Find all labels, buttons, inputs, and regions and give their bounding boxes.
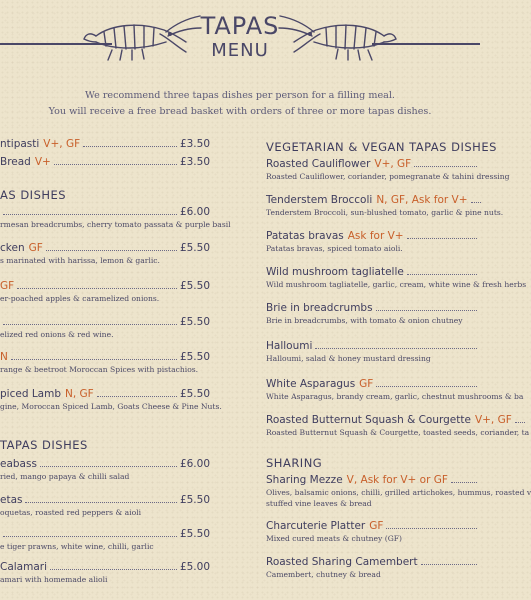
menu-item-name: Roasted Butternut Squash & Courgette	[266, 414, 471, 426]
menu-item-description: White Asparagus, brandy cream, garlic, chestnut mushrooms & ba	[266, 392, 524, 401]
menu-item	[266, 266, 527, 289]
menu-item	[266, 556, 480, 579]
menu-item-header	[266, 474, 480, 486]
menu-item-price: £5.50	[179, 388, 210, 400]
menu-item	[0, 316, 210, 339]
dotted-leader	[421, 564, 477, 565]
dietary-tag: V+, GF	[474, 414, 512, 426]
menu-item-description: Olives, balsamic onions, chilli, grilled artichokes, hummus, roasted v	[266, 488, 531, 497]
dotted-leader	[376, 310, 477, 311]
dotted-leader	[407, 274, 477, 275]
dotted-leader	[315, 348, 477, 349]
dietary-tag: GF	[369, 520, 384, 532]
dietary-tag: V+	[34, 156, 51, 168]
menu-item-header	[0, 316, 210, 328]
menu-item-price: £5.50	[179, 351, 210, 363]
menu-item-description: oquetas, roasted red peppers & aioli	[0, 508, 142, 517]
menu-title: TAPAS	[200, 12, 280, 40]
dotted-leader	[11, 359, 177, 360]
menu-item-header	[0, 138, 210, 150]
dietary-tag: N, GF, Ask for V+	[376, 194, 468, 206]
menu-item	[266, 414, 530, 437]
section-heading: SHARING	[266, 456, 323, 470]
menu-item-price: £6.00	[179, 206, 210, 218]
dotted-leader	[50, 569, 177, 570]
menu-item-price: £5.50	[179, 528, 210, 540]
menu-item-header	[0, 388, 210, 400]
menu-item-name: Halloumi	[266, 340, 313, 352]
menu-subtitle: MENU	[211, 40, 269, 61]
menu-item-name: Roasted Cauliflower	[266, 158, 371, 170]
dotted-leader	[515, 422, 525, 423]
menu-item-description: Wild mushroom tagliatelle, garlic, cream, white wine & fresh herbs	[266, 280, 527, 289]
menu-item-header	[0, 351, 210, 363]
menu-item-description: Halloumi, salad & honey mustard dressing	[266, 354, 431, 363]
menu-item	[266, 474, 531, 508]
dotted-leader	[471, 202, 481, 203]
dotted-leader	[376, 386, 477, 387]
dietary-tag: V+, GF	[374, 158, 412, 170]
menu-item-description: ried, mango papaya & chilli salad	[0, 472, 130, 481]
menu-item-description: Tenderstem Broccoli, sun-blushed tomato, garlic & pine nuts.	[266, 208, 504, 217]
menu-item-header	[0, 494, 210, 506]
menu-item-name: Charcuterie Platter	[266, 520, 366, 532]
menu-item	[0, 561, 210, 584]
menu-item-description: Roasted Butternut Squash & Courgette, toasted seeds, coriander, ta	[266, 428, 530, 437]
menu-item-header	[266, 378, 480, 390]
menu-item	[266, 302, 480, 325]
dietary-tag: GF	[359, 378, 374, 390]
dotted-leader	[46, 250, 177, 251]
menu-item-description: amari with homemade alioli	[0, 575, 108, 584]
menu-item-description: stuffed vine leaves & bread	[266, 499, 372, 508]
menu-item-header	[266, 230, 480, 242]
menu-item-header	[0, 242, 210, 254]
menu-item	[0, 138, 210, 150]
dietary-tag: Ask for V+	[347, 230, 404, 242]
menu-item	[266, 520, 480, 543]
menu-item-name: Patatas bravas	[266, 230, 344, 242]
menu-item-price: £5.50	[179, 242, 210, 254]
menu-item-header	[0, 561, 210, 573]
menu-item-header	[0, 280, 210, 292]
menu-item-name: ntipasti	[0, 138, 40, 150]
menu-item-header	[266, 266, 480, 278]
menu-item	[266, 230, 480, 253]
menu-item-name: Calamari	[0, 561, 48, 573]
menu-item-header	[266, 194, 480, 206]
intro-line-1: We recommend three tapas dishes per person for a filling meal.	[85, 90, 395, 101]
menu-item-description: elized red onions & red wine.	[0, 330, 114, 339]
dietary-tag: GF	[28, 242, 43, 254]
dotted-leader	[97, 396, 177, 397]
menu-item-description: Roasted Cauliflower, coriander, pomegranate & tahini dressing	[266, 172, 510, 181]
menu-item	[266, 158, 510, 181]
menu-item	[266, 194, 504, 217]
menu-item-price: £5.00	[179, 561, 210, 573]
menu-item-price: £5.50	[179, 280, 210, 292]
menu-item-header	[266, 158, 480, 170]
menu-item	[0, 156, 210, 168]
menu-item-description: e tiger prawns, white wine, chilli, garlic	[0, 542, 154, 551]
menu-item-description: Mixed cured meats & chutney (GF)	[266, 534, 402, 543]
menu-item-name: cken	[0, 242, 25, 254]
dietary-tag: V, Ask for V+ or GF	[346, 474, 448, 486]
dotted-leader	[40, 466, 177, 467]
menu-item	[0, 458, 210, 481]
menu-item-name: White Asparagus	[266, 378, 356, 390]
section-heading: TAPAS DISHES	[0, 438, 88, 452]
menu-item-name: Bread	[0, 156, 31, 168]
menu-item-description: s marinated with harissa, lemon & garlic.	[0, 256, 160, 265]
menu-item-name: Sharing Mezze	[266, 474, 343, 486]
dotted-leader	[17, 288, 177, 289]
dietary-tag: GF	[0, 280, 15, 292]
menu-item-name: etas	[0, 494, 23, 506]
intro-line-2: You will receive a free bread basket with orders of three or more tapas dishes.	[48, 106, 432, 117]
menu-item-description: gine, Moroccan Spiced Lamb, Goats Cheese & Pine Nuts.	[0, 402, 222, 411]
menu-item-header	[266, 556, 480, 568]
menu-item-header	[0, 528, 210, 540]
menu-item-name: Wild mushroom tagliatelle	[266, 266, 404, 278]
menu-item-header	[266, 414, 512, 426]
menu-item	[266, 340, 480, 363]
menu-item-header	[266, 520, 480, 532]
menu-item-header	[0, 156, 210, 168]
menu-item-name: Tenderstem Broccoli	[266, 194, 373, 206]
menu-item-name: Brie in breadcrumbs	[266, 302, 373, 314]
menu-item-price: £5.50	[179, 316, 210, 328]
menu-item-description: Brie in breadcrumbs, with tomato & onion chutney	[266, 316, 463, 325]
menu-item-price: £5.50	[179, 494, 210, 506]
menu-item-header	[266, 340, 480, 352]
menu-item	[0, 528, 210, 551]
menu-item-name: eabass	[0, 458, 37, 470]
dotted-leader	[451, 482, 477, 483]
dotted-leader	[3, 214, 177, 215]
dotted-leader	[54, 164, 177, 165]
menu-item-name: piced Lamb	[0, 388, 61, 400]
dotted-leader	[3, 536, 177, 537]
dotted-leader	[407, 238, 477, 239]
menu-item-price: £3.50	[179, 156, 210, 168]
dotted-leader	[25, 502, 176, 503]
menu-item-description: er-poached apples & caramelized onions.	[0, 294, 160, 303]
menu-item	[0, 494, 210, 517]
dotted-leader	[386, 528, 477, 529]
dotted-leader	[414, 166, 477, 167]
menu-item	[0, 280, 210, 303]
menu-item-description: rmesan breadcrumbs, cherry tomato passata & purple basil	[0, 220, 231, 229]
menu-item	[0, 388, 222, 411]
menu-item-description: Patatas bravas, spiced tomato aioli.	[266, 244, 403, 253]
menu-item-description: Camembert, chutney & bread	[266, 570, 381, 579]
menu-item-header	[266, 302, 480, 314]
section-heading: VEGETARIAN & VEGAN TAPAS DISHES	[266, 140, 497, 154]
menu-item-header	[0, 206, 210, 218]
menu-item	[0, 242, 210, 265]
menu-item	[266, 378, 524, 401]
section-heading: AS DISHES	[0, 188, 67, 202]
menu-item	[0, 351, 210, 374]
dietary-tag: N	[0, 351, 8, 363]
menu-item-description: range & beetroot Moroccan Spices with pistachios.	[0, 365, 199, 374]
menu-item-name: Roasted Sharing Camembert	[266, 556, 418, 568]
menu-item	[0, 206, 231, 229]
menu-item-price: £6.00	[179, 458, 210, 470]
dotted-leader	[83, 146, 177, 147]
menu-item-price: £3.50	[179, 138, 210, 150]
dietary-tag: V+, GF	[43, 138, 81, 150]
dietary-tag: N, GF	[65, 388, 94, 400]
dotted-leader	[3, 324, 177, 325]
menu-item-header	[0, 458, 210, 470]
